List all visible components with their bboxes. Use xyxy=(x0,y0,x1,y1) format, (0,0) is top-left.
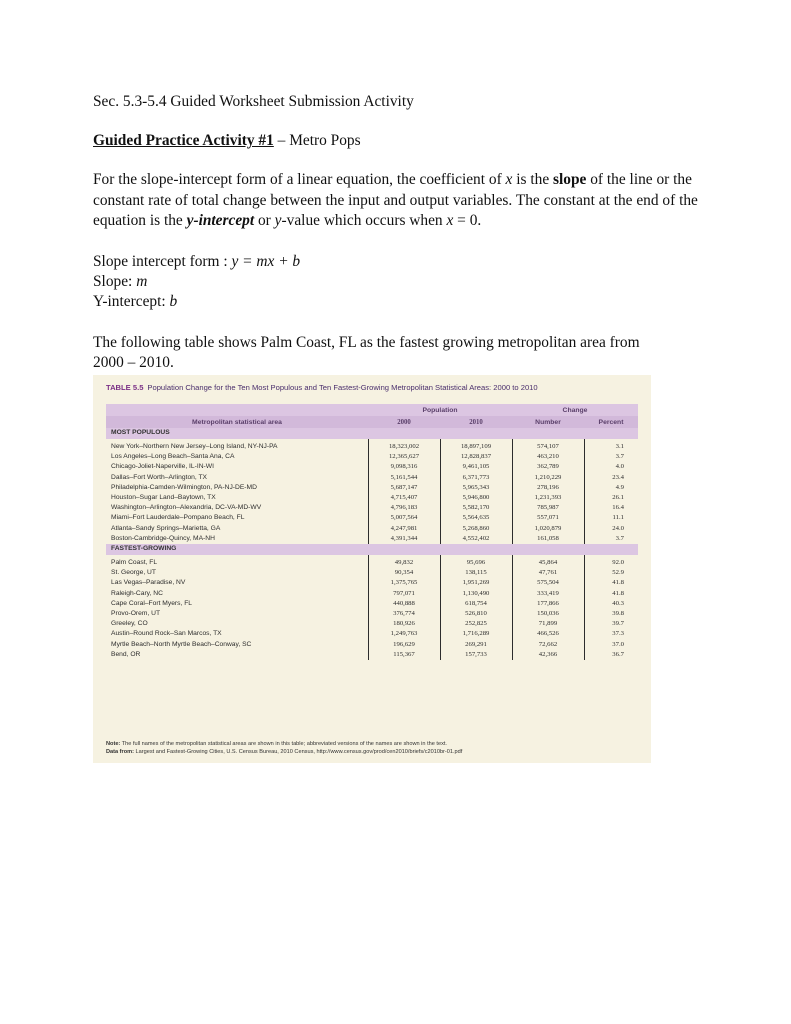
table-row xyxy=(106,524,638,534)
metro-area-name: New York–Northern New Jersey–Long Island, NY-NJ-PA xyxy=(111,443,278,450)
metro-area-name: Bend, OR xyxy=(111,650,141,658)
population-2000: 1,375,765 xyxy=(368,578,440,588)
population-2010: 1,951,269 xyxy=(440,578,512,588)
population-2000: 5,007,564 xyxy=(368,513,440,523)
population-2010: 5,965,343 xyxy=(440,483,512,493)
section-label: MOST POPULOUS xyxy=(106,428,638,439)
y-intercept-definition: Y-intercept: b xyxy=(93,293,178,310)
table-row xyxy=(106,452,638,462)
metro-area-name: Palm Coast, FL xyxy=(111,559,158,567)
population-2000: 1,249,763 xyxy=(368,629,440,639)
section-title: Sec. 5.3-5.4 Guided Worksheet Submission Activity xyxy=(93,93,414,110)
population-2000: 797,071 xyxy=(368,589,440,599)
slope-intercept-form: Slope intercept form : y = mx + b xyxy=(93,253,301,270)
table-row xyxy=(106,503,638,513)
population-2010: 1,130,490 xyxy=(440,589,512,599)
population-2010: 6,371,773 xyxy=(440,473,512,483)
number-column-header: Number xyxy=(512,416,584,428)
metro-area-name: Houston–Sugar Land–Baytown, TX xyxy=(111,494,216,502)
metro-area-name: Greeley, CO xyxy=(111,620,148,628)
table-intro-line-1: The following table shows Palm Coast, FL as the fastest growing metropolitan area from xyxy=(93,334,640,351)
change-number: 71,899 xyxy=(512,619,584,629)
table-intro-line-2: 2000 – 2010. xyxy=(93,354,174,371)
population-table-figure xyxy=(93,375,651,763)
table-row xyxy=(106,609,638,619)
metro-area-name: Los Angeles–Long Beach–Santa Ana, CA xyxy=(111,453,235,461)
population-2000: 9,098,316 xyxy=(368,462,440,472)
population-2010: 5,946,800 xyxy=(440,493,512,503)
change-percent: 40.3 xyxy=(584,599,638,609)
change-number: 1,210,229 xyxy=(512,473,584,483)
change-number: 177,866 xyxy=(512,599,584,609)
table-row xyxy=(106,578,638,588)
change-number: 466,526 xyxy=(512,629,584,639)
population-2010: 5,268,860 xyxy=(440,524,512,534)
change-percent: 24.0 xyxy=(584,524,638,534)
metro-area-name: Myrtle Beach–North Myrtle Beach–Conway, SC xyxy=(111,640,252,648)
population-2010: 5,582,170 xyxy=(440,503,512,513)
table-section-header xyxy=(106,544,638,555)
change-percent: 3.7 xyxy=(584,452,638,462)
population-2000: 5,161,544 xyxy=(368,473,440,483)
table-row xyxy=(106,640,638,650)
metro-area-name: St. George, UT xyxy=(111,569,156,577)
figure-title: TABLE 5.5 Population Change for the Ten Most Populous and Ten Fastest-Growing Metropolitan Statistical Areas: 2000 to 2010 xyxy=(106,383,538,392)
section-label: FASTEST-GROWING xyxy=(106,544,638,555)
figure-source: Data from: Largest and Fastest-Growing Cities, U.S. Census Bureau, 2010 Census, http://www.census.gov/prod/cen2010/briefs/c2010br-01.pdf xyxy=(106,749,463,755)
change-percent: 92.0 xyxy=(584,558,638,568)
change-percent: 52.9 xyxy=(584,568,638,578)
population-2010: 157,733 xyxy=(440,650,512,660)
table-row xyxy=(106,513,638,523)
activity-subtitle: – Metro Pops xyxy=(273,132,361,149)
change-percent: 41.8 xyxy=(584,589,638,599)
change-percent: 4.0 xyxy=(584,462,638,472)
table-row xyxy=(106,589,638,599)
slope-definition: Slope: m xyxy=(93,273,148,290)
change-percent: 37.0 xyxy=(584,640,638,650)
metro-area-name: Austin–Round Rock–San Marcos, TX xyxy=(111,630,222,638)
change-number: 42,366 xyxy=(512,650,584,660)
change-percent: 11.1 xyxy=(584,513,638,523)
population-change-table xyxy=(106,404,638,660)
change-number: 362,789 xyxy=(512,462,584,472)
population-2000: 440,888 xyxy=(368,599,440,609)
change-percent: 41.8 xyxy=(584,578,638,588)
population-2010: 5,564,635 xyxy=(440,513,512,523)
table-row xyxy=(106,568,638,578)
population-2000: 4,715,407 xyxy=(368,493,440,503)
table-section-header xyxy=(106,428,638,439)
table-row xyxy=(106,483,638,493)
change-number: 161,058 xyxy=(512,534,584,544)
metro-area-name: Provo-Orem, UT xyxy=(111,610,161,618)
change-number: 557,071 xyxy=(512,513,584,523)
population-2010: 1,716,289 xyxy=(440,629,512,639)
metro-area-name: Chicago-Joliet-Naperville, IL-IN-WI xyxy=(111,463,214,471)
population-2010: 95,696 xyxy=(440,558,512,568)
table-row xyxy=(106,493,638,503)
change-percent: 4.9 xyxy=(584,483,638,493)
metro-area-name: Atlanta–Sandy Springs–Marietta, GA xyxy=(111,524,221,532)
figure-notes xyxy=(106,740,462,756)
table-row xyxy=(106,650,638,660)
table-row xyxy=(106,534,638,544)
population-2010: 269,291 xyxy=(440,640,512,650)
metro-area-name: Raleigh-Cary, NC xyxy=(111,589,163,597)
metro-area-name: Washington–Arlington–Alexandria, DC-VA-MD-WV xyxy=(111,504,262,512)
activity-title: Guided Practice Activity #1 xyxy=(93,132,274,149)
table-row xyxy=(106,462,638,472)
activity-heading xyxy=(93,132,361,150)
change-group-header: Change xyxy=(512,404,638,416)
percent-column-header: Percent xyxy=(584,416,638,428)
population-2010: 4,552,402 xyxy=(440,534,512,544)
population-2000: 115,367 xyxy=(368,650,440,660)
change-number: 333,419 xyxy=(512,589,584,599)
area-column-header: Metropolitan statistical area xyxy=(106,416,368,428)
population-2000: 49,832 xyxy=(368,558,440,568)
table-row xyxy=(106,442,638,452)
population-2010: 138,115 xyxy=(440,568,512,578)
change-percent: 36.7 xyxy=(584,650,638,660)
population-2000: 4,391,344 xyxy=(368,534,440,544)
change-percent: 26.1 xyxy=(584,493,638,503)
change-number: 1,231,393 xyxy=(512,493,584,503)
metro-area-name: Las Vegas–Paradise, NV xyxy=(111,579,186,587)
population-2010: 12,828,837 xyxy=(440,452,512,462)
population-2000: 18,323,002 xyxy=(368,442,440,452)
population-2000: 196,629 xyxy=(368,640,440,650)
population-2010: 252,825 xyxy=(440,619,512,629)
population-2000: 12,365,627 xyxy=(368,452,440,462)
change-percent: 16.4 xyxy=(584,503,638,513)
population-2000: 4,247,981 xyxy=(368,524,440,534)
table-row xyxy=(106,629,638,639)
figure-note: Note: The full names of the metropolitan statistical areas are shown in this table; abbreviated versions of the names are shown in the text. xyxy=(106,741,447,747)
change-number: 1,020,879 xyxy=(512,524,584,534)
year-2000-column-header: 2000 xyxy=(368,416,440,428)
change-percent: 3.1 xyxy=(584,442,638,452)
change-number: 72,662 xyxy=(512,640,584,650)
change-percent: 39.7 xyxy=(584,619,638,629)
change-number: 45,864 xyxy=(512,558,584,568)
table-row xyxy=(106,473,638,483)
change-number: 150,036 xyxy=(512,609,584,619)
change-percent: 39.8 xyxy=(584,609,638,619)
change-percent: 37.3 xyxy=(584,629,638,639)
population-2010: 9,461,105 xyxy=(440,462,512,472)
year-2010-column-header: 2010 xyxy=(440,416,512,428)
table-row xyxy=(106,558,638,568)
population-group-header: Population xyxy=(368,404,512,416)
metro-area-name: Philadelphia-Camden-Wilmington, PA-NJ-DE-MD xyxy=(111,483,257,491)
population-2010: 526,810 xyxy=(440,609,512,619)
metro-area-name: Boston-Cambridge-Quincy, MA-NH xyxy=(111,534,215,542)
population-2000: 376,774 xyxy=(368,609,440,619)
table-row xyxy=(106,599,638,609)
population-2010: 18,897,109 xyxy=(440,442,512,452)
change-number: 278,196 xyxy=(512,483,584,493)
population-2000: 4,796,183 xyxy=(368,503,440,513)
change-number: 575,504 xyxy=(512,578,584,588)
change-percent: 3.7 xyxy=(584,534,638,544)
change-number: 785,987 xyxy=(512,503,584,513)
population-2000: 180,926 xyxy=(368,619,440,629)
population-2000: 5,687,147 xyxy=(368,483,440,493)
metro-area-name: Miami–Fort Lauderdale–Pompano Beach, FL xyxy=(111,514,245,522)
change-number: 574,107 xyxy=(512,442,584,452)
population-2000: 90,354 xyxy=(368,568,440,578)
table-row xyxy=(106,619,638,629)
metro-area-name: Dallas–Fort Worth–Arlington, TX xyxy=(111,473,208,481)
intro-paragraph: For the slope-intercept form of a linear equation, the coefficient of x is the slope of the line or the constant rate of total change between the input and output variables. The constant at the end of the equation is the y-intercept or y-value which occurs when x = 0. xyxy=(93,171,698,229)
change-percent: 23.4 xyxy=(584,473,638,483)
population-2010: 618,754 xyxy=(440,599,512,609)
change-number: 47,761 xyxy=(512,568,584,578)
change-number: 463,210 xyxy=(512,452,584,462)
metro-area-name: Cape Coral–Fort Myers, FL xyxy=(111,599,193,607)
